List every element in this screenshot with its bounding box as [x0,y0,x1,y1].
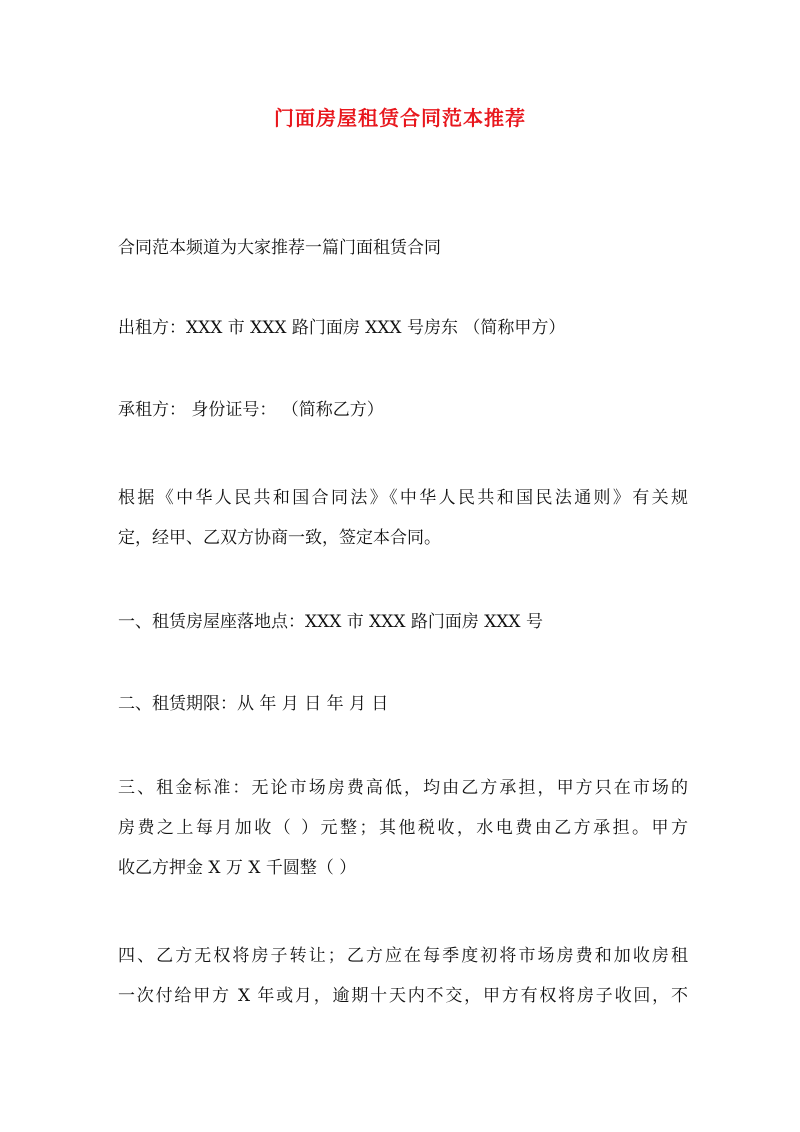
clause-4-line-1: 四、乙方无权将房子转让；乙方应在每季度初将市场房费和加收房租 [118,946,688,966]
basis-line-1: 根据《中华人民共和国合同法》《中华人民共和国民法通则》有关规 [118,488,688,508]
clause-1-paragraph [118,602,688,642]
lessor-text: 出租方：XXX 市 XXX 路门面房 XXX 号房东 （简称甲方） [118,318,566,338]
intro-text: 合同范本频道为大家推荐一篇门面租赁合同 [118,238,441,258]
lessor-paragraph [118,308,688,348]
lessee-paragraph [118,390,688,430]
clause-1-text: 一、租赁房屋座落地点：XXX 市 XXX 路门面房 XXX 号 [118,612,543,632]
basis-paragraph [118,478,688,558]
clause-4-paragraph [118,936,688,1016]
clause-4-line-2: 一次付给甲方 X 年或月，逾期十天内不交，甲方有权将房子收回，不 [118,986,688,1006]
clause-2-paragraph [118,684,688,724]
lessee-text: 承租方： 身份证号： （简称乙方） [118,400,384,420]
clause-3-line-1: 三、租金标准：无论市场房费高低，均由乙方承担，甲方只在市场的 [118,778,688,798]
intro-paragraph [118,228,688,268]
clause-2-text: 二、租赁期限：从 年 月 日 年 月 日 [118,694,389,714]
clause-3-paragraph [118,768,688,888]
clause-3-line-3: 收乙方押金 X 万 X 千圆整（ ） [118,858,357,878]
document-title: 门面房屋租赁合同范本推荐 [274,106,526,130]
basis-line-2: 定，经甲、乙双方协商一致，签定本合同。 [118,528,441,548]
clause-3-line-2: 房费之上每月加收（ ）元整；其他税收，水电费由乙方承担。甲方 [118,818,688,838]
